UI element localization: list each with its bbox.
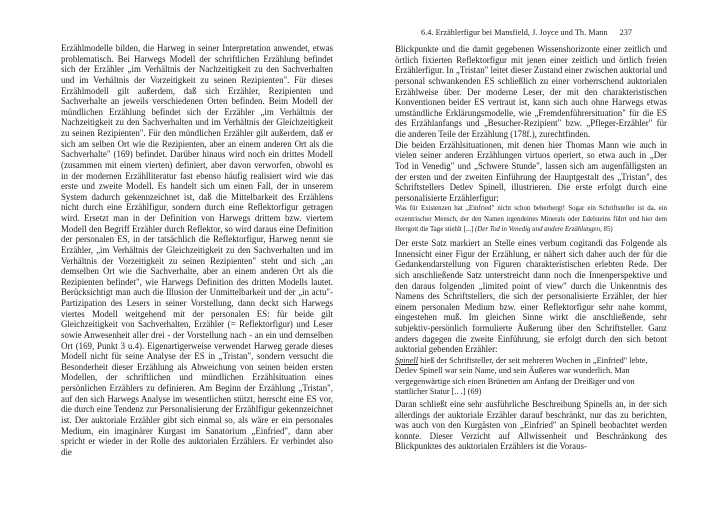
running-head (421, 28, 632, 37)
quote-2-text: hieß der Schriftsteller, der seit mehreren Wochen in „Einfried" lebte, Detlev Spinell war sein Name, und sein Äußeres war wunderlich. Man vergegenwärtige sich einen Brünetten am Anfang der Dreißiger und von stattlicher Statur [.. .] (69) (395, 355, 648, 397)
left-column (61, 43, 333, 457)
quote-2-name: Spinell (395, 355, 419, 365)
quote-1-citation: (Der Tod in Venedig und andere Erzählungen, (475, 226, 602, 234)
page-number: 237 (619, 28, 632, 37)
right-paragraph-2: Die beiden Erzählsituationen, mit denen hier Thomas Mann wie auch in vielen seiner anderen Erzählungen virtuos operiert, so etwa auch in „Der Tod in Venedig" und „Schwere Stunde", lassen sich am augenfälligsten an der ersten und der zweiten Einführung der Hauptgestalt des „Tristan", des Schriftstellers Detlev Spinell, illustrieren. Die erste erfolgt durch eine personalisierte Erzählerfigur: (395, 139, 667, 203)
left-paragraph: Erzählmodelle bilden, die Harweg in seiner Interpretation anwendet, etwas problematisch. Bei Harwegs Modell der schriftlichen Erzählung befindet sich der Erzähler „im Verhältnis der Nachzeitigkeit zu den Sachverhalten und im Verhältnis der Vorzeitigkeit zu seinen Rezipienten". Für dieses Erzählmodell gilt außerdem, daß sich Erzähler, Rezipienten und Sachverhalte an jeweils verschiedenen Orten befinden. Beim Modell der mündlichen Erzählung befindet sich der Erzähler „im Verhältnis der Nachzeitigkeit zu den Sachverhalten und im Verhältnis der Gleichzeitigkeit zu seinen Rezipienten". Für den mündlichen Erzähler gilt außerdem, daß er sich am selben Ort wie die Rezipienten, aber an einem anderen Ort als die Sachverhalte" (169) befindet. Darüber hinaus wird noch ein drittes Modell (zusammen mit einem vierten) definiert, aber davon verworfen, obwohl es in der modernen Erzählliteratur fast ebenso häufig realisiert wird wie das erste und zweite Modell. Es handelt sich um einen Fall, der in unserem System dadurch gekennzeichnet ist, daß die Mittelbarkeit des Erzählens nicht durch eine Erzählfigur, sondern durch eine Reflektorfigur getragen wird. Ersetzt man in der Definition von Harwegs drittem bzw. viertem Modell den Begriff Erzähler durch Reflektor, so wird daraus eine Definition der personalen ES, in der tatsächlich die Reflektorfigur, Harweg nennt sie Erzähler, „im Verhältnis der Gleichzeitigkeit zu den Sachverhalten und im Verhältnis der Vorzeitigkeit zu seinen Rezipienten" steht und sich „an demselben Ort wie die Sachverhalte, aber an einem anderen Ort als die Rezipienten befindet", wie Harwegs Definition des dritten Modells lautet. Berücksichtigt man auch die Illusion der Unmittelbarkeit und der „in actu"-Partizipation des Lesers in seiner Vorstellung, dann deckt sich Harwegs viertes Modell weitgehend mit der personalen ES: für beide gilt Gleichzeitigkeit von Sachverhalten, Erzähler (= Reflektorfigur) und Leser sowie Anwesenheit aller drei - der Vorstellung nach - an ein und demselben Ort (169, Punkt 3 u.4). Eigenartigerweise verwendet Harweg gerade dieses Modell nicht für seine Analyse der ES in „Tristan", sondern versucht die Besonderheit dieser Erzählung als Abweichung von seinen beiden ersten Modellen, der schriftlichen und mündlichen Erzählsituation eines persönlichen Erzählers zu definieren. Am Beginn der Erzählung „Tristan", auf den sich Harwegs Analyse im wesentlichen stützt, herrscht eine ES vor, die durch eine Tendenz zur Personalisierung der Erzählfigur gekennzeichnet ist. Der auktoriale Erzähler gibt sich einmal so, als wäre er ein personales Medium, ein imaginärer Kurgast im Sanatorium „Einfried", dann aber spricht er wieder in der Rolle des auktorialen Erzählers. Er verbindet also die (61, 43, 333, 457)
running-head-title: 6.4. Erzählerfigur bei Mansfield, J. Joyce und Th. Mann (421, 28, 608, 37)
right-paragraph-1: Blickpunkte und die damit gegebenen Wissenshorizonte einer zeitlich und örtlich fixierten Reflektorfigur mit jenen einer zeitlich und örtlich freien Erzählerfigur. In „Tristan" leitet dieser Zustand einer zwischen auktorial und personal schwankenden ES schließlich zu einer vorherrschend auktorialen Erzählweise über. Der moderne Leser, der mit den charakteristischen Konventionen beider ES vertraut ist, kann sich auch ohne Harwegs etwas umständliche Erklärungsmodelle, wie „Fremdenführersituation" für die ES des Erzählanfangs und „Besucher-Rezipient" bzw. „Pfleger-Erzähler" für die anderen Teile der Erzählung (178f.), zurechtfinden. (395, 44, 667, 139)
right-paragraph-3: Der erste Satz markiert an Stelle eines verbum cogitandi das Folgende als Innensicht einer Figur der Erzählung, er nähert sich daher auch der für die Gedankendarstellung von Figuren charakteristischen erlebten Rede. Der sich anschließende Satz unterstreicht dann noch die Innenperspektive und den daraus folgenden „limited point of view" durch die Unkenntnis des Namens des Schriftstellers, die sich der personalisierte Erzähler, der hier einem personalen Medium bzw. einer Reflektorfigur sehr nahe kommt, eingestehen muß. Im gleichen Sinne wirkt die anschließende, sehr subjektiv-persönlich formulierte Äußerung über den Schriftsteller. Ganz anders dagegen die zweite Einführung, sie erfolgt durch den sich betont auktorial gebenden Erzähler: (395, 238, 667, 355)
right-paragraph-4: Daran schließt eine sehr ausführliche Beschreibung Spinells an, in der sich allerdings der auktoriale Erzähler darauf beschränkt, nur das zu berichten, was auch von den Kurgästen von „Einfried" an Spinell beobachtet werden konnte. Dieser Verzicht auf Allwissenheit und Beschränkung des Blickpunktes des auktorialen Erzählers ist die Voraus- (395, 398, 667, 452)
block-quote-1 (395, 204, 667, 236)
right-column (395, 44, 667, 452)
block-quote-2 (395, 356, 667, 398)
quote-1-page: 85) (601, 226, 613, 234)
quote-1-text: Was für Existenzen hat „Einfried" nicht schon beherbergt! Sogar ein Schriftsteller ist da, ein exzentrischer Mensch, der den Namen irgendeines Minerals oder Edelsteins führt und hier dem Herrgott die Tage stiehlt [...] (395, 205, 667, 234)
